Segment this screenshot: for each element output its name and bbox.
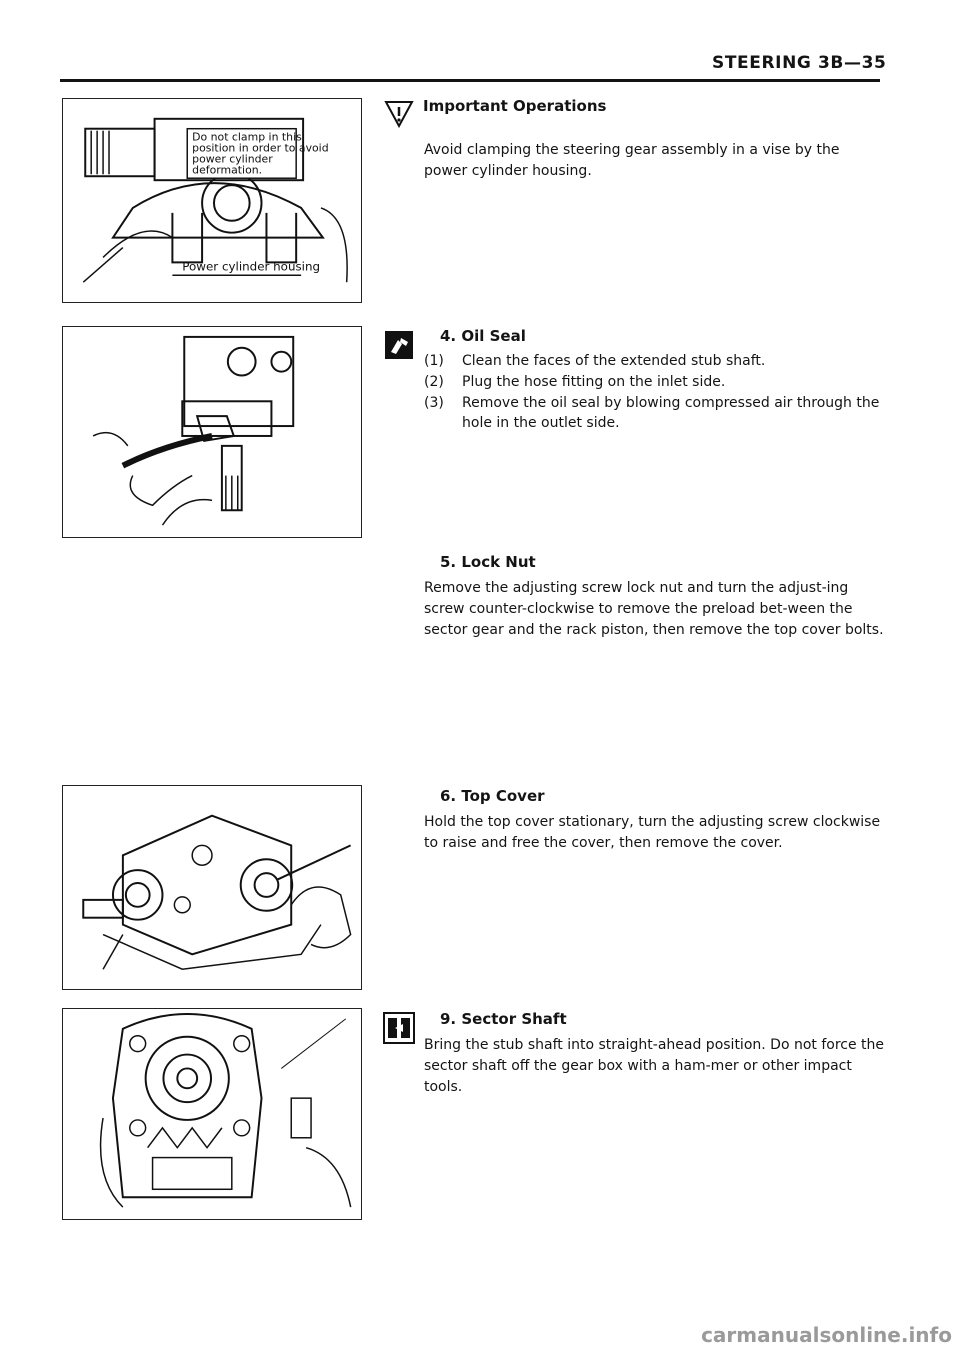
figure-power-cylinder-housing — [62, 98, 362, 303]
oil-seal-step — [424, 372, 886, 392]
oil-seal-illustration — [63, 327, 361, 537]
step-number: (2) — [424, 374, 444, 390]
callout-line-2: position in order to avoid — [192, 141, 329, 155]
callout-line-3: power cylinder — [192, 152, 273, 166]
power-cylinder-illustration — [63, 99, 361, 302]
top-cover-illustration — [63, 786, 361, 989]
callout-line-1: Do not clamp in this — [192, 130, 302, 144]
disassembly-icon — [383, 1012, 415, 1044]
footer-watermark: carmanualsonline.info — [701, 1323, 952, 1347]
step-text: Remove the oil seal by blowing compressed air through the hole in the outlet side. — [462, 395, 880, 431]
step-number: (3) — [424, 395, 444, 411]
warning-triangle-icon — [384, 100, 414, 128]
section-heading-top-cover: 6. Top Cover — [440, 787, 545, 805]
step-text: Clean the faces of the extended stub shaft. — [462, 353, 766, 369]
header-rule — [60, 79, 880, 82]
section-heading-important-operations: Important Operations — [423, 97, 607, 115]
callout-line-4: deformation. — [192, 163, 263, 177]
section-heading-oil-seal: 4. Oil Seal — [440, 327, 526, 345]
section-body-top-cover: Hold the top cover stationary, turn the adjusting screw clockwise to raise and free the cover, then remove the cover. — [424, 814, 881, 851]
figure-oil-seal — [62, 326, 362, 538]
page-header-title: STEERING 3B—35 — [712, 53, 887, 73]
section-heading-sector-shaft: 9. Sector Shaft — [440, 1010, 567, 1028]
step-text: Plug the hose fitting on the inlet side. — [462, 374, 726, 390]
section-heading-lock-nut: 5. Lock Nut — [440, 553, 536, 571]
figure-label-power-cylinder-housing: Power cylinder housing — [182, 259, 321, 274]
section-body-sector-shaft: Bring the stub shaft into straight-ahead position. Do not force the sector shaft off the gear box with a ham-mer or other impact tools. — [424, 1037, 885, 1095]
figure-top-cover — [62, 785, 362, 990]
oil-seal-step — [424, 393, 886, 433]
oil-seal-step — [424, 351, 886, 371]
step-number: (1) — [424, 353, 444, 369]
removal-tool-icon — [384, 330, 414, 360]
sector-shaft-illustration — [63, 1009, 361, 1219]
figure-sector-shaft — [62, 1008, 362, 1220]
section-body-important-operations: Avoid clamping the steering gear assembly in a vise by the power cylinder housing. — [424, 142, 840, 179]
section-body-lock-nut: Remove the adjusting screw lock nut and turn the adjust-ing screw counter-clockwise to remove the preload bet-ween the sector gear and the rack piston, then remove the top cover bolts. — [424, 580, 884, 638]
